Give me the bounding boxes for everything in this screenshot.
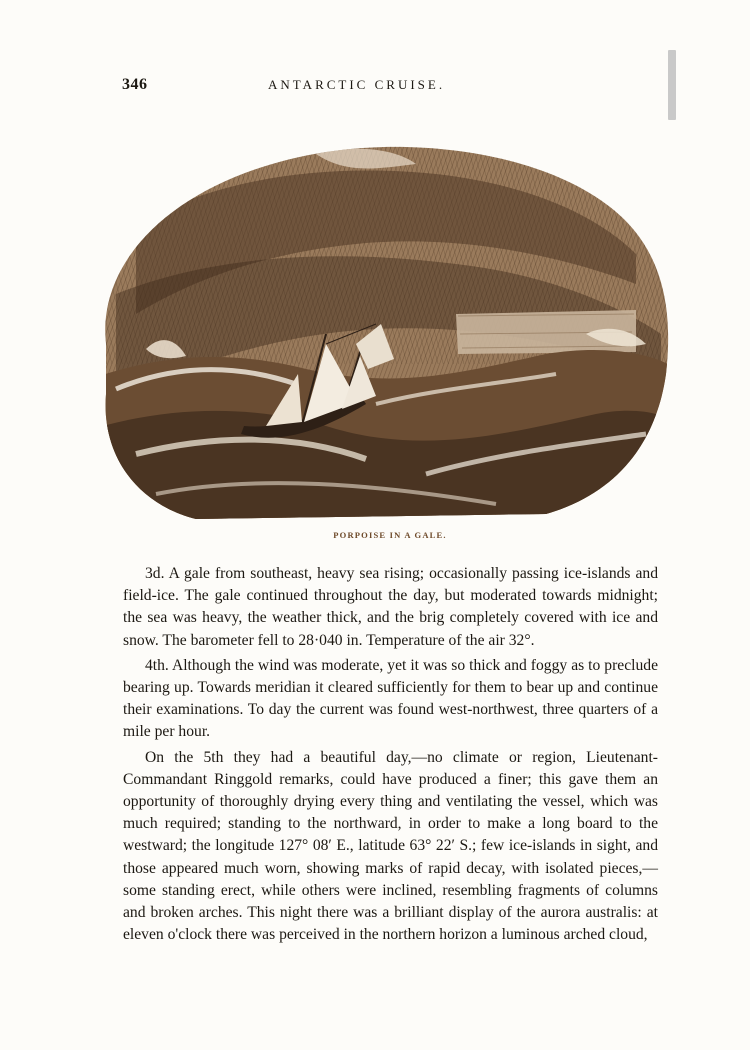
gale-engraving [76, 134, 676, 524]
scrollbar-thumb[interactable] [668, 50, 676, 120]
paragraph: On the 5th they had a beautiful day,—no climate or region, Lieutenant-Commandant Ringgold remarks, could have produced a finer; this gave them an opportunity of thoroughly drying every thing and ventilating the vessel, which was much required; standing to the northward, in order to make a long board to the westward; the longitude 127° 08′ E., latitude 63° 22′ S.; few ice-islands in sight, and those appeared much worn, showing marks of rapid decay, with isolated pieces,—some standing erect, while others were inclined, resembling fragments of columns and broken arches. This night there was a brilliant display of the aurora australis: at eleven o'clock there was perceived in the northern horizon a luminous arched cloud, [123, 748, 658, 944]
body-text [123, 563, 658, 949]
running-head [122, 76, 658, 100]
illustration-caption: PORPOISE IN A GALE. [333, 530, 447, 540]
paragraph: 4th. Although the wind was moderate, yet it was so thick and foggy as to preclude bearing up. Towards meridian it cleared sufficiently for them to bear up and continue their examinations. To day the current was found west-northwest, three quarters of a mile per hour. [123, 656, 658, 741]
page-number: 346 [122, 76, 148, 93]
paragraph: 3d. A gale from southeast, heavy sea rising; occasionally passing ice-islands and field-ice. The gale continued throughout the day, but moderated towards midnight; the sea was heavy, the weather thick, and the brig completely covered with ice and snow. The barometer fell to 28·040 in. Temperature of the air 32°. [123, 565, 658, 649]
running-title: ANTARCTIC CRUISE. [268, 77, 446, 92]
